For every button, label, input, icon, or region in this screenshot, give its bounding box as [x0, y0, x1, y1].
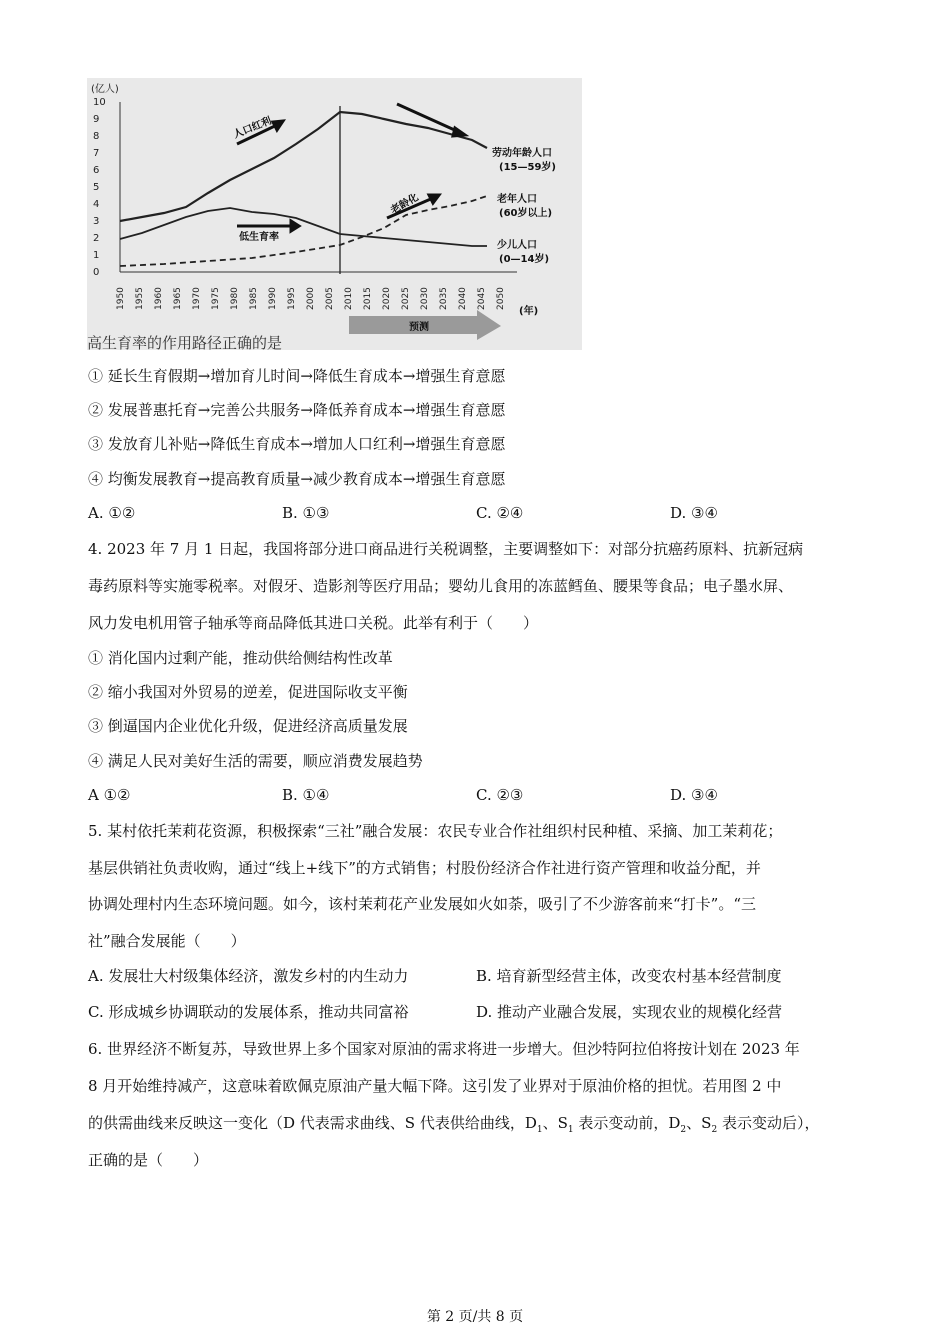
q6-sub-d1: 1: [536, 1125, 543, 1135]
q6-stem-3d: 、S: [686, 1114, 712, 1132]
x-tick-label: 2045: [477, 287, 487, 310]
q3-option-d[interactable]: D. ③④: [670, 504, 718, 522]
q6-stem-line-1: 6. 世界经济不断复苏，导致世界上多个国家对原油的需求将进一步增大。但沙特阿拉伯将按计划在 2023 年: [88, 1040, 800, 1058]
x-unit: (年): [519, 306, 539, 317]
population-chart: [87, 78, 582, 350]
elderly-range: (60岁以上): [499, 208, 553, 219]
q4-option-b[interactable]: B. ①④: [282, 786, 330, 804]
y-tick-label: 5: [93, 182, 100, 193]
x-tick-label: 2025: [401, 287, 411, 310]
elderly-label: 老年人口: [497, 194, 537, 205]
q4-item-3: ③ 倒逼国内企业优化升级，促进经济高质量发展: [88, 717, 408, 735]
x-tick-label: 2030: [420, 287, 430, 310]
x-tick-label: 2015: [363, 287, 373, 310]
q6-stem-3e: 表示变动后），: [717, 1114, 820, 1132]
x-tick-label: 1970: [192, 287, 202, 310]
q3-item-4: ④ 均衡发展教育→提高教育质量→减少教育成本→增强生育意愿: [88, 470, 506, 488]
q5-option-c[interactable]: C. 形成城乡协调联动的发展体系，推动共同富裕: [88, 1003, 409, 1021]
forecast-label: 预测: [409, 322, 429, 333]
q5-option-b[interactable]: B. 培育新型经营主体，改变农村基本经营制度: [476, 967, 782, 985]
q3-item-1: ① 延长生育假期→增加育儿时间→降低生育成本→增强生育意愿: [88, 367, 506, 385]
x-tick-label: 1955: [135, 287, 145, 310]
x-tick-label: 2050: [496, 287, 506, 310]
x-tick-label: 2040: [458, 287, 468, 310]
labor-age-curve: [120, 112, 487, 221]
q6-sub-s1: 1: [567, 1125, 574, 1135]
x-tick-label: 1985: [249, 287, 259, 310]
labor-range: (15—59岁): [499, 162, 556, 173]
q6-stem-3c: 表示变动前，D: [573, 1114, 681, 1132]
x-tick-label: 1980: [230, 287, 240, 310]
q4-option-c[interactable]: C. ②③: [476, 786, 524, 804]
y-tick-label: 3: [93, 216, 100, 227]
q4-option-a[interactable]: A ①②: [88, 786, 131, 804]
y-tick-label: 8: [93, 131, 100, 142]
q4-stem-line-1: 4. 2023 年 7 月 1 日起，我国将部分进口商品进行关税调整，主要调整如下：对部分抗癌药原料、抗新冠病: [88, 540, 804, 558]
page-footer: 第 2 页/共 8 页: [426, 1309, 524, 1325]
q4-item-2: ② 缩小我国对外贸易的逆差，促进国际收支平衡: [88, 683, 408, 701]
q4-stem-line-2: 毒药原料等实施零税率。对假牙、造影剂等医疗用品；婴幼儿食用的冻蓝鳕鱼、腰果等食品；电子墨水屏、: [88, 577, 794, 595]
q5-option-d[interactable]: D. 推动产业融合发展，实现农业的规模化经营: [476, 1003, 783, 1021]
children-range: (0—14岁): [499, 254, 550, 265]
q6-stem-line-2: 8 月开始维持减产，这意味着欧佩克原油产量大幅下降。这引发了业界对于原油价格的担忧。若用图 2 中: [88, 1077, 782, 1095]
y-tick-label: 0: [93, 267, 100, 278]
q5-stem-line-2: 基层供销社负责收购，通过“线上+线下”的方式销售；村股份经济合作社进行资产管理和收益分配，并: [88, 859, 761, 877]
q4-option-d[interactable]: D. ③④: [670, 786, 718, 804]
children-label: 少儿人口: [497, 240, 537, 251]
q3-item-2: ② 发展普惠托育→完善公共服务→降低养育成本→增强生育意愿: [88, 401, 506, 419]
q5-stem-line-3: 协调处理村内生态环境问题。如今，该村茉莉花产业发展如火如荼，吸引了不少游客前来“打卡”。“三: [88, 895, 757, 913]
elderly-curve: [120, 196, 487, 266]
x-tick-label: 1965: [173, 287, 183, 310]
q4-item-1: ① 消化国内过剩产能，推动供给侧结构性改革: [88, 649, 393, 667]
q6-stem-3a: 的供需曲线来反映这一变化（D 代表需求曲线、S 代表供给曲线，D: [88, 1114, 537, 1132]
labor-label: 劳动年龄人口: [492, 148, 552, 159]
y-tick-label: 6: [93, 165, 100, 176]
y-tick-label: 7: [93, 148, 100, 159]
q6-stem-3b: 、S: [542, 1114, 568, 1132]
y-tick-label: 4: [93, 199, 100, 210]
x-tick-label: 1995: [287, 287, 297, 310]
x-tick-label: 2020: [382, 287, 392, 310]
q6-sub-s2: 2: [711, 1125, 718, 1135]
x-tick-label: 1990: [268, 287, 278, 310]
q3-option-c[interactable]: C. ②④: [476, 504, 524, 522]
q5-stem-line-4: 社”融合发展能（ ）: [88, 932, 246, 950]
y-ticks: [93, 97, 106, 278]
q5-option-a[interactable]: A. 发展壮大村级集体经济，激发乡村的内生动力: [88, 967, 409, 985]
cutoff-text: 高生育率的作用路径正确的是: [87, 334, 283, 350]
x-tick-label: 2000: [306, 287, 316, 310]
q3-item-3: ③ 发放育儿补贴→降低生育成本→增加人口红利→增强生育意愿: [88, 435, 506, 453]
x-tick-label: 1960: [154, 287, 164, 310]
y-tick-label: 2: [93, 233, 100, 244]
population-chart-svg: [87, 78, 582, 350]
q4-item-4: ④ 满足人民对美好生活的需要，顺应消费发展趋势: [88, 752, 423, 770]
children-curve: [120, 208, 487, 246]
q6-stem-line-4: 正确的是（ ）: [88, 1151, 209, 1169]
x-tick-label: 2005: [325, 287, 335, 310]
x-tick-label: 1950: [116, 287, 126, 310]
x-tick-label: 2035: [439, 287, 449, 310]
aging-label: 老龄化: [389, 192, 421, 217]
y-unit: (亿人): [91, 84, 119, 95]
y-tick-label: 10: [93, 97, 106, 108]
x-ticks: [116, 287, 506, 310]
q5-stem-line-1: 5. 某村依托茉莉花资源，积极探索“三社”融合发展：农民专业合作社组织村民种植、采摘、加工茉莉花；: [88, 822, 783, 840]
q4-stem-line-3: 风力发电机用管子轴承等商品降低其进口关税。此举有利于（ ）: [88, 614, 539, 632]
lowfert-label: 低生育率: [239, 232, 279, 243]
q3-option-b[interactable]: B. ①③: [282, 504, 330, 522]
q6-stem-line-3: [88, 1113, 819, 1140]
y-tick-label: 9: [93, 114, 100, 125]
y-tick-label: 1: [93, 250, 100, 261]
dividend-label: 人口红利: [232, 115, 274, 141]
x-tick-label: 1975: [211, 287, 221, 310]
q6-sub-d2: 2: [680, 1125, 687, 1135]
q3-option-a[interactable]: A. ①②: [88, 504, 136, 522]
x-tick-label: 2010: [344, 287, 354, 310]
